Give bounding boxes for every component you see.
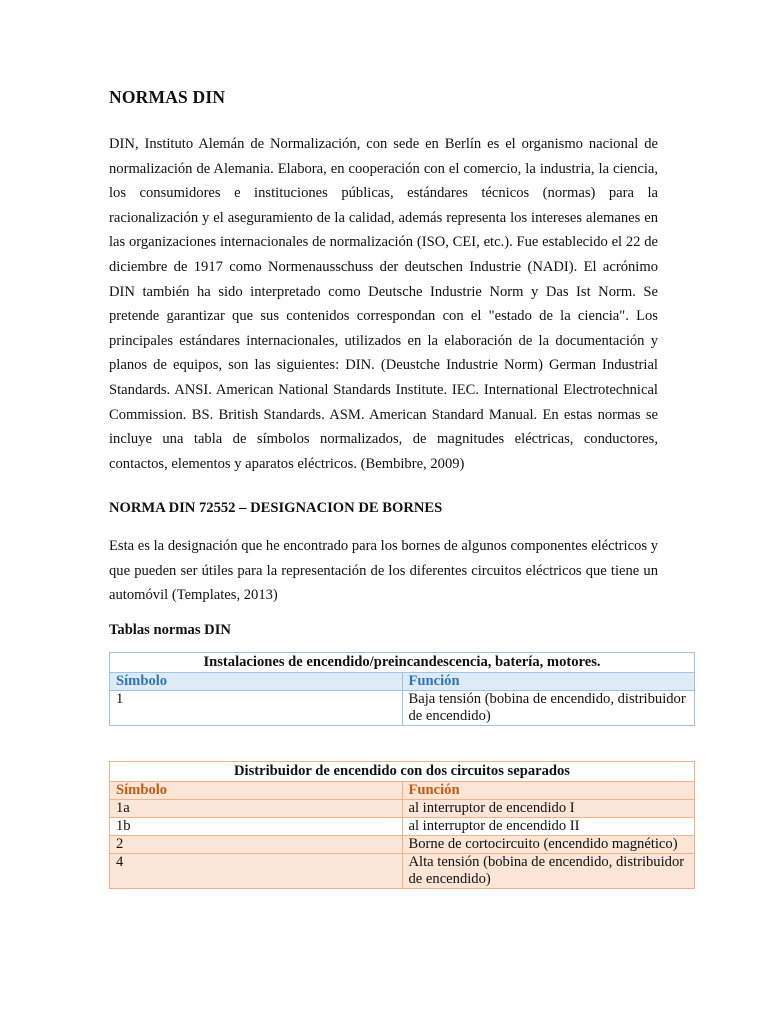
table-title: Distribuidor de encendido con dos circuitos separados (110, 761, 695, 781)
page-content (109, 85, 686, 889)
section-paragraph: Esta es la designación que he encontrado para los bornes de algunos componentes eléctricos y que pueden ser útiles para la representación de los diferentes circuitos eléctricos que tiene un automóvil (Templates, 2013) (109, 538, 658, 604)
intro-paragraph: DIN, Instituto Alemán de Normalización, con sede en Berlín es el organismo nacional de normalización de Alemania. Elabora, en cooperación con el comercio, la industria, la ciencia, los consumidores e instituciones públicas, estándares técnicos (normas) para la racionalización y el aseguramiento de la calidad, además representa los intereses alemanes en las organizaciones internacionales de normalización (ISO, CEI, etc.). Fue establecido el 22 de diciembre de 1917 como Normenausschuss der deutschen Industrie (NADI). El acrónimo DIN también ha sido interpretado como Deutsche Industrie Norm y Das Ist Norm. Se pretende garantizar que sus contenidos correspondan con el "estado de la ciencia". Los principales estándares internacionales, utilizados en la elaboración de la documentación y planos de equipos, son las siguientes: DIN. (Deustche Industrie Norm) German Industrial Standards. ANSI. American National Standards Institute. IEC. International Electrotechnical Commission. BS. British Standards. ASM. American Standard Manual. En estas normas se incluye una tabla de símbolos normalizados, de magnitudes eléctricas, conductores, contactos, elementos y aparatos eléctricos. (Bembibre, 2009) (109, 136, 658, 472)
function-cell: Alta tensión (bobina de encendido, distribuidor de encendido) (402, 853, 695, 888)
symbol-cell: 1a (110, 799, 403, 817)
function-cell: al interruptor de encendido II (402, 817, 695, 835)
table-ignition-distributor (109, 761, 695, 889)
function-cell: Borne de cortocircuito (encendido magnético) (402, 835, 695, 853)
table-header-row (110, 672, 695, 690)
table-row (110, 817, 695, 835)
table-row (110, 799, 695, 817)
table-header-row (110, 781, 695, 799)
column-header-symbol: Símbolo (110, 781, 403, 799)
tables-title: Tablas normas DIN (109, 621, 231, 638)
symbol-cell: 1 (110, 690, 403, 725)
page-title: NORMAS DIN (109, 87, 226, 107)
function-cell: al interruptor de encendido I (402, 799, 695, 817)
table-row (110, 835, 695, 853)
column-header-function: Función (402, 672, 695, 690)
table-ignition-installations (109, 652, 695, 726)
symbol-cell: 4 (110, 853, 403, 888)
table-row (110, 853, 695, 888)
section-title: NORMA DIN 72552 – DESIGNACION DE BORNES (109, 500, 443, 517)
symbol-cell: 1b (110, 817, 403, 835)
table-row (110, 690, 695, 725)
table-title: Instalaciones de encendido/preincandescencia, batería, motores. (110, 652, 695, 672)
column-header-symbol: Símbolo (110, 672, 403, 690)
symbol-cell: 2 (110, 835, 403, 853)
function-cell: Baja tensión (bobina de encendido, distribuidor de encendido) (402, 690, 695, 725)
column-header-function: Función (402, 781, 695, 799)
